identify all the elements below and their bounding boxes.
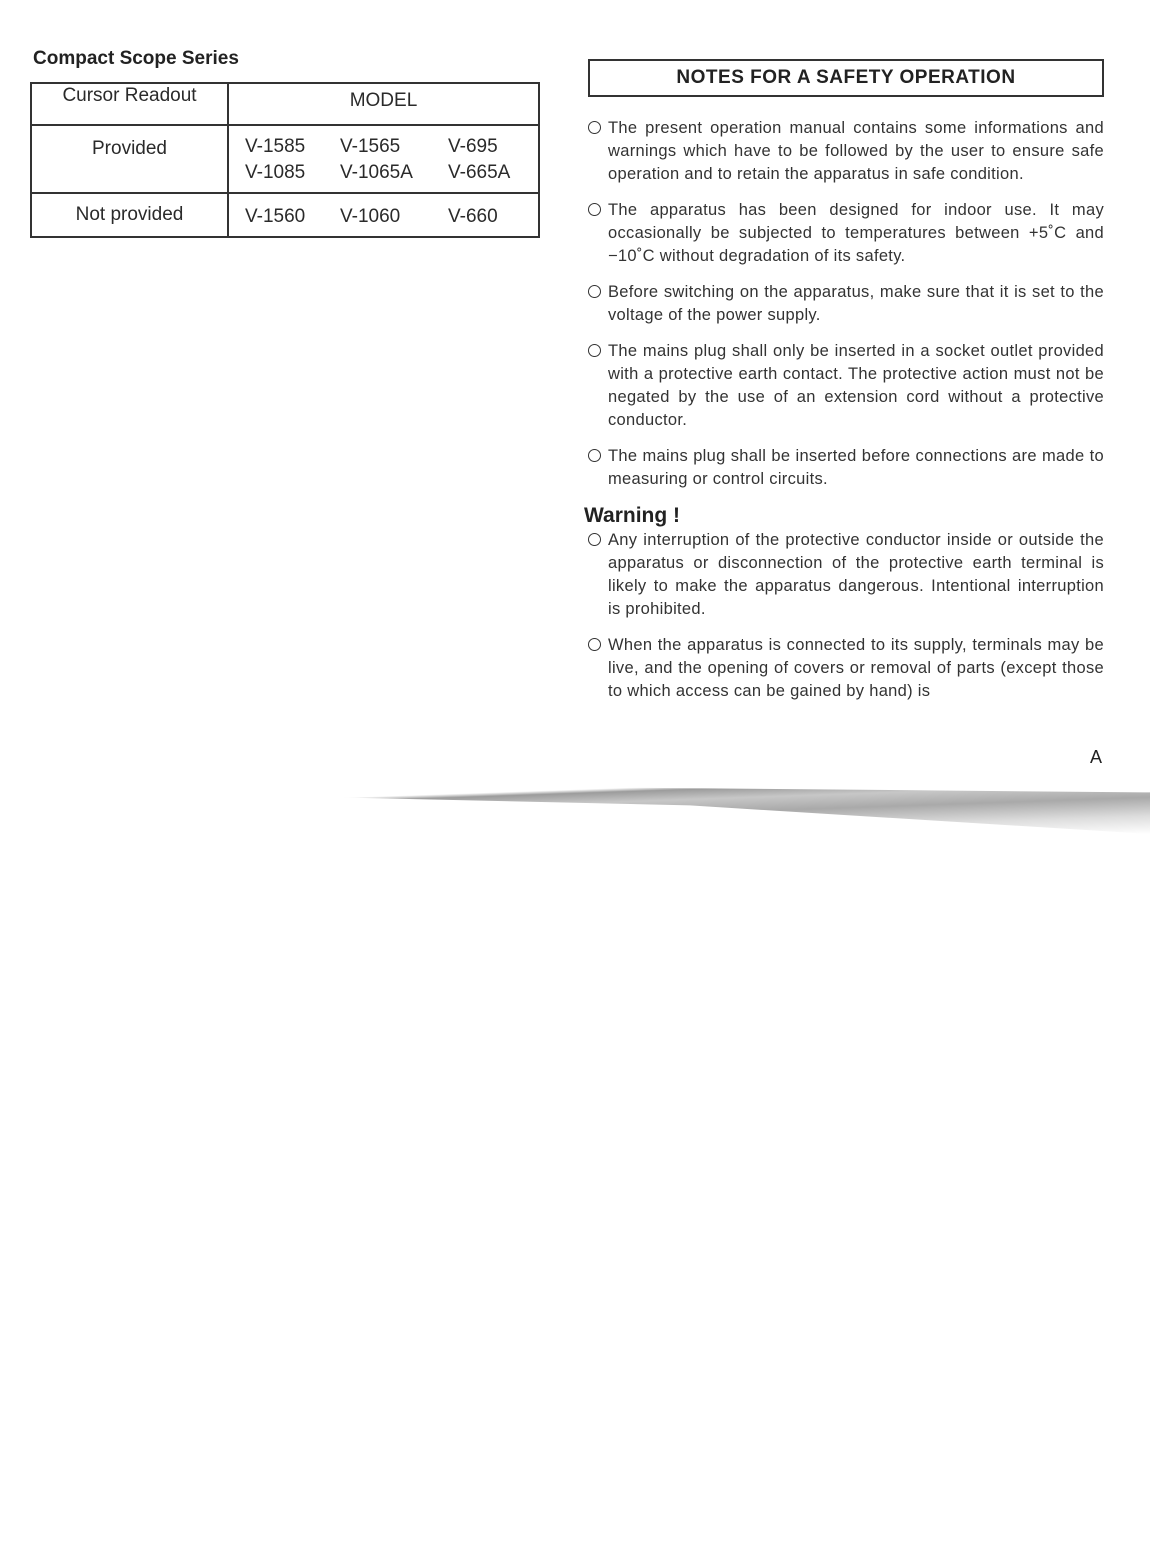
list-item [584, 117, 1104, 186]
row-models-not-provided [228, 193, 539, 237]
list-item [584, 281, 1104, 327]
header-model: MODEL [228, 83, 539, 125]
circle-bullet-icon [588, 121, 601, 134]
scan-shadow-band [0, 782, 1150, 834]
model-cell: V-695 [448, 136, 498, 157]
note-text: The present operation manual contains some informations and warnings which have to be followed by the user to ensure safe operation and to retain the apparatus in safe condition. [608, 119, 1104, 183]
circle-bullet-icon [588, 344, 601, 357]
list-item [584, 634, 1104, 703]
warning-text: Any interruption of the protective conductor inside or outside the apparatus or disconnection of the protective earth terminal is likely to make the apparatus dangerous. Intentional interruption is prohibited. [608, 531, 1104, 618]
model-cell: V-1085 [245, 162, 306, 183]
note-text: Before switching on the apparatus, make sure that it is set to the voltage of the power supply. [608, 283, 1104, 324]
note-text: The mains plug shall be inserted before connections are made to measuring or control circuits. [608, 447, 1104, 488]
list-item [584, 529, 1104, 621]
model-cell: V-1565 [340, 136, 401, 157]
circle-bullet-icon [588, 638, 601, 651]
table-header-row [31, 83, 539, 125]
model-cell: V-1060 [340, 206, 401, 227]
model-cell: V-660 [448, 206, 498, 227]
table-row [31, 193, 539, 237]
circle-bullet-icon [588, 285, 601, 298]
circle-bullet-icon [588, 533, 601, 546]
warning-heading: Warning ! [584, 504, 681, 527]
row-label-provided: Provided [31, 125, 228, 193]
header-cursor-readout: Cursor Readout [31, 83, 228, 125]
model-table [30, 82, 540, 238]
page-letter: A [1090, 747, 1103, 767]
note-text: The apparatus has been designed for indoor use. It may occasionally be subjected to temperatures between +5˚C and −10˚C without degradation of its safety. [608, 201, 1104, 265]
model-cell: V-1065A [340, 162, 413, 183]
list-item [584, 340, 1104, 432]
note-text: The mains plug shall only be inserted in a socket outlet provided with a protective earth contact. The protective action must not be negated by the use of an extension cord without a protective conductor. [608, 342, 1104, 429]
row-label-not-provided: Not provided [31, 193, 228, 237]
safety-notes [584, 117, 1104, 716]
circle-bullet-icon [588, 449, 601, 462]
list-item [584, 199, 1104, 268]
model-cell: V-1560 [245, 206, 306, 227]
model-cell: V-665A [448, 162, 511, 183]
circle-bullet-icon [588, 203, 601, 216]
warning-text: When the apparatus is connected to its supply, terminals may be live, and the opening of covers or removal of parts (except those to which access can be gained by hand) is [608, 636, 1104, 700]
notes-title-box: NOTES FOR A SAFETY OPERATION [588, 59, 1104, 97]
model-cell: V-1585 [245, 136, 306, 157]
row-models-provided [228, 125, 539, 193]
series-title: Compact Scope Series [33, 48, 239, 69]
table-row [31, 125, 539, 193]
list-item [584, 445, 1104, 491]
